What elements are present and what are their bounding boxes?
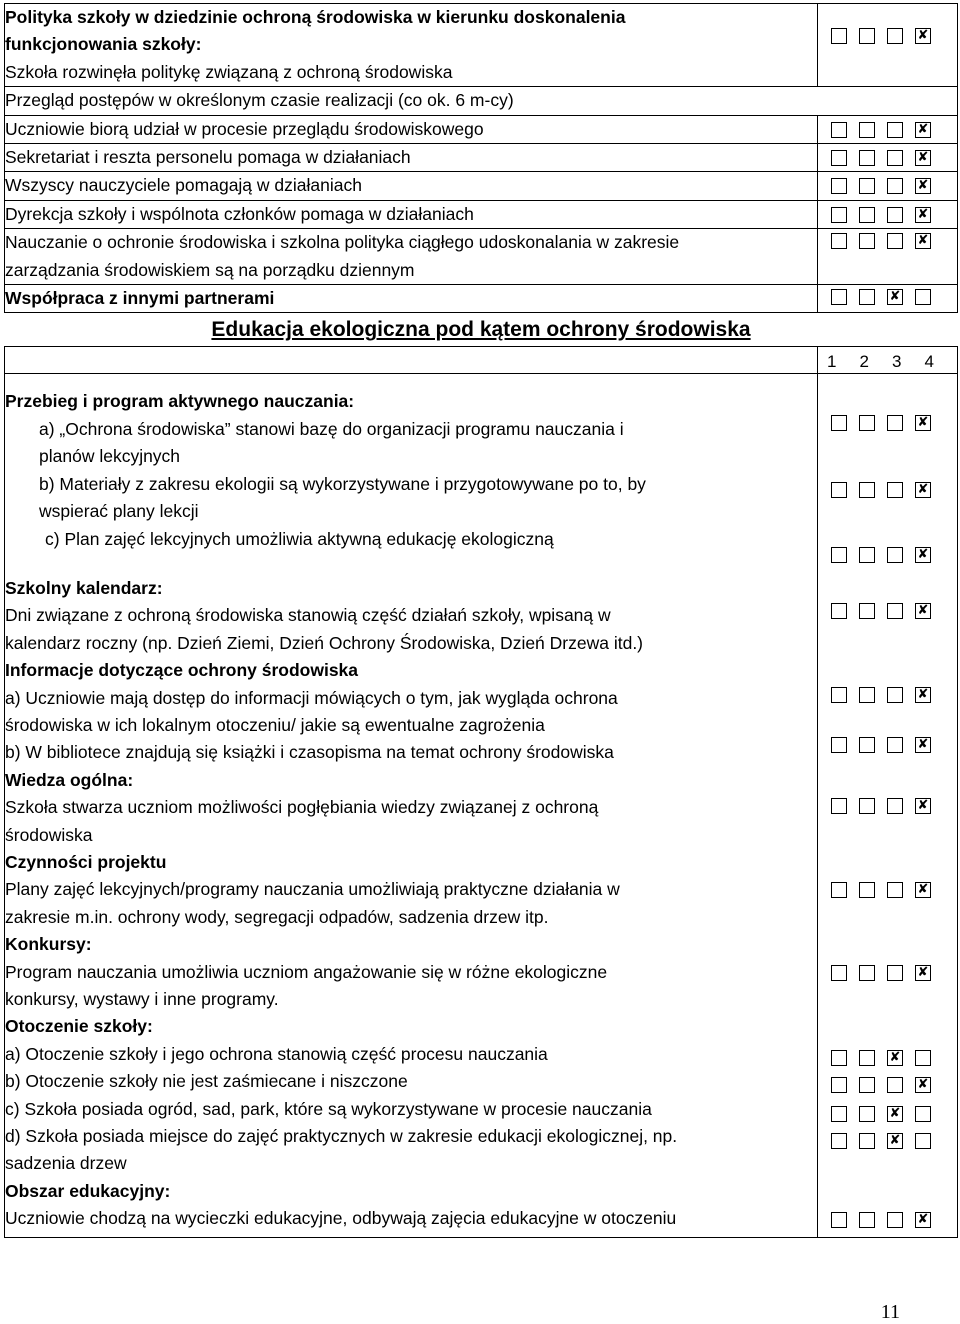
rating-checkbox[interactable]	[859, 737, 875, 753]
rating-checkbox[interactable]	[831, 1212, 847, 1228]
rating-checkbox[interactable]: ✘	[915, 1212, 931, 1228]
rating-checkbox[interactable]	[887, 482, 903, 498]
scale-label: 1	[827, 352, 837, 372]
konkursy-line1: Program nauczania umożliwia uczniom angażowanie się w różne ekologiczne	[5, 961, 608, 982]
otoczenie-b: b) Otoczenie szkoły nie jest zaśmiecane i niszczone	[5, 1071, 408, 1092]
rating-checkboxes[interactable]	[818, 603, 931, 623]
rating-checkbox[interactable]	[859, 603, 875, 619]
criteria-text-cell	[5, 200, 818, 228]
wiedza-line2: środowiska	[5, 824, 93, 845]
rating-checkboxes[interactable]	[818, 737, 931, 757]
rating-checkbox[interactable]	[831, 603, 847, 619]
rating-checkbox[interactable]	[859, 1050, 875, 1066]
rating-checkbox[interactable]: ✘	[887, 289, 903, 305]
rating-checkbox[interactable]	[859, 150, 875, 166]
wiedza-title: Wiedza ogólna:	[5, 769, 134, 790]
rating-checkboxes[interactable]	[818, 687, 931, 707]
rating-checkbox[interactable]	[887, 207, 903, 223]
rating-checkbox[interactable]	[887, 603, 903, 619]
rating-checkbox[interactable]: ✘	[915, 603, 931, 619]
policy-title-line1: Polityka szkoły w dziedzinie ochroną środowiska w kierunku doskonalenia	[5, 7, 626, 27]
review-cell	[5, 87, 958, 115]
criteria-block-text	[5, 374, 818, 1237]
scale-empty-cell	[5, 347, 818, 374]
rating-checkbox[interactable]: ✘	[915, 737, 931, 753]
rating-checkbox[interactable]: ✘	[915, 882, 931, 898]
criteria-boxes	[818, 200, 958, 228]
informacje-title: Informacje dotyczące ochrony środowiska	[5, 660, 359, 681]
rating-checkbox[interactable]	[831, 1050, 847, 1066]
rating-checkbox[interactable]	[887, 150, 903, 166]
rating-checkbox[interactable]	[887, 547, 903, 563]
rating-checkbox[interactable]	[859, 233, 875, 249]
rating-checkbox[interactable]	[859, 415, 875, 431]
rating-checkbox[interactable]	[887, 178, 903, 194]
przebieg-b-line1: b) Materiały z zakresu ekologii są wykorzystywane i przygotowywane po to, by	[39, 473, 646, 494]
rating-checkbox[interactable]	[887, 1212, 903, 1228]
rating-checkbox[interactable]	[859, 122, 875, 138]
otoczenie-title: Otoczenie szkoły:	[5, 1016, 153, 1037]
rating-checkbox[interactable]: ✘	[915, 178, 931, 194]
rating-checkbox[interactable]	[915, 1106, 931, 1122]
rating-checkboxes[interactable]	[818, 798, 931, 818]
scale-row	[5, 347, 958, 374]
kalendarz-line2: kalendarz roczny (np. Dzień Ziemi, Dzień Ochrony Środowiska, Dzień Drzewa itd.)	[5, 632, 644, 653]
policy-header-boxes	[818, 4, 958, 87]
partners-text: Współpraca z innymi partnerami	[5, 288, 275, 309]
rating-checkbox[interactable]	[915, 289, 931, 305]
scale-cell	[818, 347, 958, 374]
rating-checkbox[interactable]: ✘	[915, 1077, 931, 1093]
rating-checkboxes[interactable]	[818, 965, 931, 985]
otoczenie-d-line2: sadzenia drzew	[5, 1153, 127, 1174]
rating-checkbox[interactable]	[887, 737, 903, 753]
informacje-b: b) W bibliotece znajdują się książki i czasopisma na temat ochrony środowiska	[5, 742, 614, 763]
rating-checkbox[interactable]	[831, 28, 847, 44]
section-heading-cell	[5, 313, 958, 347]
rating-checkbox[interactable]	[887, 415, 903, 431]
page-number: 11	[880, 1301, 900, 1323]
rating-checkboxes[interactable]	[818, 482, 931, 502]
review-period-text: Przegląd postępów w określonym czasie realizacji (co ok. 6 m-cy)	[5, 90, 514, 111]
criteria-text-cell	[5, 229, 818, 285]
rating-checkbox[interactable]: ✘	[915, 28, 931, 44]
criteria-row	[5, 229, 958, 285]
rating-checkbox[interactable]: ✘	[915, 482, 931, 498]
projekt-line2: zakresie m.in. ochrony wody, segregacji odpadów, sadzenia drzew itp.	[5, 906, 549, 927]
rating-checkbox[interactable]	[887, 28, 903, 44]
rating-checkbox[interactable]	[887, 1077, 903, 1093]
criteria-text: Nauczanie o ochronie środowiska i szkolna polityka ciągłego udoskonalania w zakresie	[5, 232, 680, 253]
rating-checkboxes[interactable]	[818, 207, 957, 227]
rating-checkbox[interactable]	[831, 1133, 847, 1149]
criteria-text: Wszyscy nauczyciele pomagają w działaniach	[5, 175, 362, 196]
rating-checkbox[interactable]	[831, 687, 847, 703]
rating-checkboxes[interactable]	[818, 1106, 931, 1126]
criteria-boxes	[818, 285, 958, 313]
rating-checkbox[interactable]	[859, 1133, 875, 1149]
otoczenie-d-line1: d) Szkoła posiada miejsce do zajęć praktycznych w zakresie edukacji ekologicznej, np.	[5, 1126, 678, 1147]
rating-checkbox[interactable]	[887, 965, 903, 981]
informacje-a-line1: a) Uczniowie mają dostęp do informacji mówiących o tym, jak wygląda ochrona	[5, 687, 618, 708]
criteria-text-cell	[5, 115, 818, 143]
rating-checkbox[interactable]	[887, 233, 903, 249]
rating-checkbox[interactable]	[831, 178, 847, 194]
wiedza-line1: Szkoła stwarza uczniom możliwości pogłębiania wiedzy związanej z ochroną	[5, 797, 599, 818]
rating-checkboxes[interactable]	[818, 547, 931, 567]
rating-checkbox[interactable]	[831, 547, 847, 563]
rating-checkbox[interactable]	[859, 547, 875, 563]
rating-checkbox[interactable]	[915, 1050, 931, 1066]
rating-checkboxes[interactable]	[818, 1212, 931, 1232]
policy-header-cell	[5, 4, 818, 87]
konkursy-line2: konkursy, wystawy i inne programy.	[5, 989, 279, 1009]
criteria-block-boxes	[818, 374, 958, 1237]
criteria-boxes	[818, 144, 958, 172]
rating-checkbox[interactable]: ✘	[915, 547, 931, 563]
review-row	[5, 87, 958, 115]
rating-checkboxes[interactable]	[818, 1050, 931, 1070]
criteria-text: Uczniowie biorą udział w procesie przeglądu środowiskowego	[5, 118, 484, 139]
rating-checkbox[interactable]: ✘	[887, 1133, 903, 1149]
scale-label: 3	[892, 352, 902, 372]
rating-checkbox[interactable]	[887, 122, 903, 138]
rating-checkbox[interactable]	[831, 150, 847, 166]
rating-checkboxes[interactable]	[818, 415, 931, 435]
criteria-text-cell	[5, 144, 818, 172]
rating-checkbox[interactable]	[859, 1106, 875, 1122]
rating-checkbox[interactable]	[859, 207, 875, 223]
scale-label: 4	[924, 352, 934, 372]
criteria-boxes	[818, 172, 958, 200]
criteria-row	[5, 285, 958, 313]
projekt-line1: Plany zajęć lekcyjnych/programy nauczania umożliwiają praktyczne działania w	[5, 879, 620, 900]
criteria-text: Dyrekcja szkoły i wspólnota członków pomaga w działaniach	[5, 203, 474, 224]
rating-checkbox[interactable]: ✘	[915, 415, 931, 431]
rating-checkbox[interactable]	[831, 1106, 847, 1122]
rating-checkbox[interactable]	[831, 798, 847, 814]
rating-checkboxes[interactable]	[818, 178, 957, 198]
przebieg-title: Przebieg i program aktywnego nauczania:	[5, 391, 355, 412]
rating-checkboxes[interactable]	[818, 28, 957, 48]
rating-checkbox[interactable]	[831, 122, 847, 138]
rating-checkbox[interactable]	[831, 233, 847, 249]
criteria-boxes	[818, 229, 958, 285]
criteria-text: zarządzania środowiskiem są na porządku dziennym	[5, 259, 415, 280]
kalendarz-line1: Dni związane z ochroną środowiska stanowią część działań szkoły, wpisaną w	[5, 605, 611, 626]
rating-checkbox[interactable]	[859, 289, 875, 305]
obszar-line1: Uczniowie chodzą na wycieczki edukacyjne, odbywają zajęcia edukacyjne w otoczeniu	[5, 1208, 677, 1229]
projekt-title: Czynności projektu	[5, 851, 167, 872]
informacje-a-line2: środowiska w ich lokalnym otoczeniu/ jakie są ewentualne zagrożenia	[5, 714, 545, 735]
rating-checkbox[interactable]	[859, 178, 875, 194]
konkursy-title: Konkursy:	[5, 934, 92, 955]
policy-header-row	[5, 4, 958, 87]
rating-checkbox[interactable]	[859, 965, 875, 981]
criteria-row	[5, 115, 958, 143]
rating-checkboxes[interactable]	[818, 289, 957, 309]
rating-checkbox[interactable]	[831, 737, 847, 753]
otoczenie-a: a) Otoczenie szkoły i jego ochrona stanowią część procesu nauczania	[5, 1043, 548, 1064]
policy-subtitle: Szkoła rozwinęła politykę związaną z ochroną środowiska	[5, 61, 453, 82]
criteria-row	[5, 200, 958, 228]
rating-checkbox[interactable]	[859, 1212, 875, 1228]
rating-checkbox[interactable]	[831, 415, 847, 431]
rating-checkbox[interactable]	[859, 798, 875, 814]
rating-checkbox[interactable]	[831, 882, 847, 898]
criteria-text-cell	[5, 285, 818, 313]
rating-checkbox[interactable]: ✘	[915, 965, 931, 981]
rating-checkbox[interactable]: ✘	[915, 150, 931, 166]
rating-checkbox[interactable]: ✘	[915, 207, 931, 223]
rating-checkbox[interactable]	[859, 482, 875, 498]
otoczenie-c: c) Szkoła posiada ogród, sad, park, które są wykorzystywane w procesie nauczania	[5, 1098, 652, 1119]
criteria-text: Sekretariat i reszta personelu pomaga w działaniach	[5, 147, 411, 168]
przebieg-c: c) Plan zajęć lekcyjnych umożliwia aktywną edukację ekologiczną	[45, 528, 554, 549]
kalendarz-title: Szkolny kalendarz:	[5, 577, 163, 598]
section-heading-row	[5, 313, 958, 347]
rating-checkbox[interactable]	[831, 482, 847, 498]
rating-checkbox[interactable]: ✘	[887, 1050, 903, 1066]
rating-checkbox[interactable]	[887, 882, 903, 898]
rating-checkboxes[interactable]	[818, 233, 957, 253]
przebieg-b-line2: wspierać plany lekcji	[39, 501, 199, 522]
rating-checkbox[interactable]	[887, 798, 903, 814]
rating-checkbox[interactable]	[859, 28, 875, 44]
przebieg-a-line1: a) „Ochrona środowiska” stanowi bazę do organizacji programu nauczania i	[39, 418, 624, 439]
section-heading: Edukacja ekologiczna pod kątem ochrony środowiska	[211, 318, 751, 342]
rating-checkbox[interactable]: ✘	[915, 798, 931, 814]
rating-checkbox[interactable]: ✘	[915, 233, 931, 249]
rating-checkboxes[interactable]	[818, 1133, 931, 1153]
rating-scale	[818, 347, 957, 372]
rating-checkboxes[interactable]	[818, 882, 931, 902]
obszar-title: Obszar edukacyjny:	[5, 1180, 171, 1201]
evaluation-sheet	[4, 3, 958, 1238]
rating-checkboxes[interactable]	[818, 122, 957, 142]
criteria-row	[5, 144, 958, 172]
rating-checkbox[interactable]	[859, 687, 875, 703]
rating-checkbox[interactable]	[831, 289, 847, 305]
criteria-boxes	[818, 115, 958, 143]
rating-checkbox[interactable]	[831, 207, 847, 223]
scale-label: 2	[859, 352, 869, 372]
rating-checkboxes[interactable]	[818, 1077, 931, 1097]
policy-title-line2: funkcjonowania szkoły:	[5, 34, 202, 55]
rating-checkbox[interactable]: ✘	[887, 1106, 903, 1122]
rating-checkbox[interactable]	[859, 882, 875, 898]
rating-checkbox[interactable]	[859, 1077, 875, 1093]
rating-checkbox[interactable]	[831, 1077, 847, 1093]
rating-checkbox[interactable]	[915, 1133, 931, 1149]
rating-checkbox[interactable]	[887, 687, 903, 703]
rating-checkbox[interactable]: ✘	[915, 122, 931, 138]
criteria-block-row	[5, 374, 958, 1237]
criteria-row	[5, 172, 958, 200]
criteria-text-cell	[5, 172, 818, 200]
rating-checkboxes[interactable]	[818, 150, 957, 170]
rating-checkbox[interactable]: ✘	[915, 687, 931, 703]
rating-checkbox[interactable]	[831, 965, 847, 981]
przebieg-a-line2: planów lekcyjnych	[39, 446, 181, 467]
